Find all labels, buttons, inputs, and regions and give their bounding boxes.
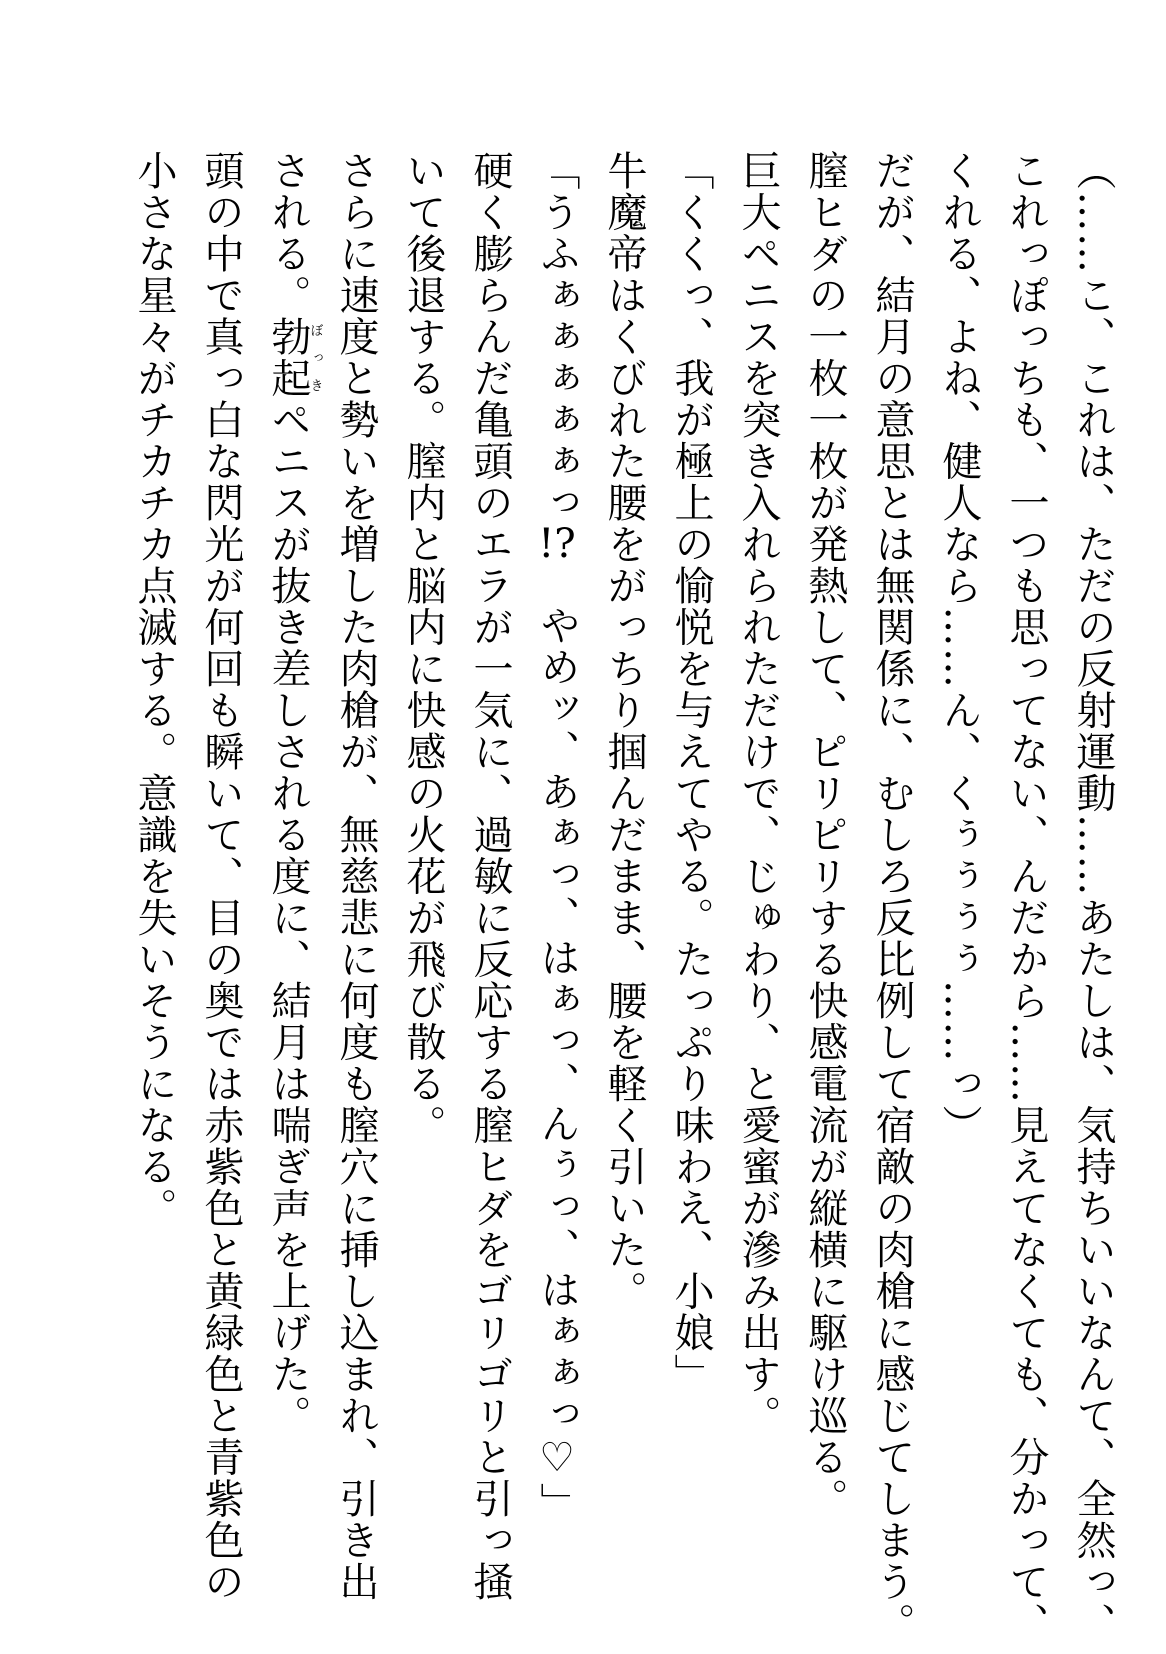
text-line: くれる、よね、健人なら……ん、くぅぅぅぅ……っ）: [936, 150, 982, 1146]
text-line: 硬く膨らんだ亀頭のエラが一気に、過敏に反応する膣ヒダをゴリゴリと引っ掻: [467, 150, 513, 1603]
text-line-ruby: [254, 150, 322, 1590]
text-line-dialogue: [523, 150, 590, 1590]
ruby-line-head: される。: [265, 150, 311, 316]
text-line: いて後退する。膣内と脳内に快感の火花が飛び散る。: [400, 150, 446, 1146]
text-line: さらに速度と勢いを増した肉槍が、無慈悲に何度も膣穴に挿し込まれ、引き出: [333, 150, 379, 1603]
ruby-reading: ぼっき: [307, 316, 323, 399]
text-line: だが、結月の意思とは無関係に、むしろ反比例して宿敵の肉槍に感じてしまう。: [869, 150, 915, 1644]
text-line: 膣ヒダの一枚一枚が発熱して、ピリピリする快感電流が縦横に駆け巡る。: [802, 150, 848, 1520]
ruby-line-tail: ペニスが抜き差しされる度に、結月は喘ぎ声を上げた。: [265, 399, 311, 1437]
text-line: 頭の中で真っ白な閃光が何回も瞬いて、目の奥では赤紫色と黄緑色と青紫色の: [198, 150, 244, 1603]
text-line: 小さな星々がチカチカ点滅する。意識を失いそうになる。: [131, 150, 177, 1229]
ruby-word: [265, 316, 323, 399]
text-line: 「くくっ、我が極上の愉悦を与えてやる。たっぷり味わえ、小娘」: [668, 150, 714, 1395]
dialogue-tail: やめッ、あぁっ、はぁっ、んぅっ、はぁぁっ♡」: [534, 563, 580, 1524]
text-line: （……こ、これは、ただの反射運動……あたしは、気持ちいいなんて、全然っ、: [1070, 150, 1116, 1644]
text-line: これっぽっちも、一つも思ってない、んだから……見えてなくても、分かって、: [1003, 150, 1049, 1644]
text-line: 巨大ペニスを突き入れられただけで、じゅわり、と愛蜜が滲み出す。: [735, 150, 781, 1437]
dialogue-head: 「うふぁぁぁぁぁっ: [534, 150, 580, 524]
vertical-text-block: [66, 150, 1126, 1644]
text-line: 牛魔帝はくびれた腰をがっちり掴んだまま、腰を軽く引いた。: [601, 150, 647, 1312]
ruby-base: 勃起: [265, 316, 311, 399]
exclamation-mark: !?: [538, 523, 576, 564]
